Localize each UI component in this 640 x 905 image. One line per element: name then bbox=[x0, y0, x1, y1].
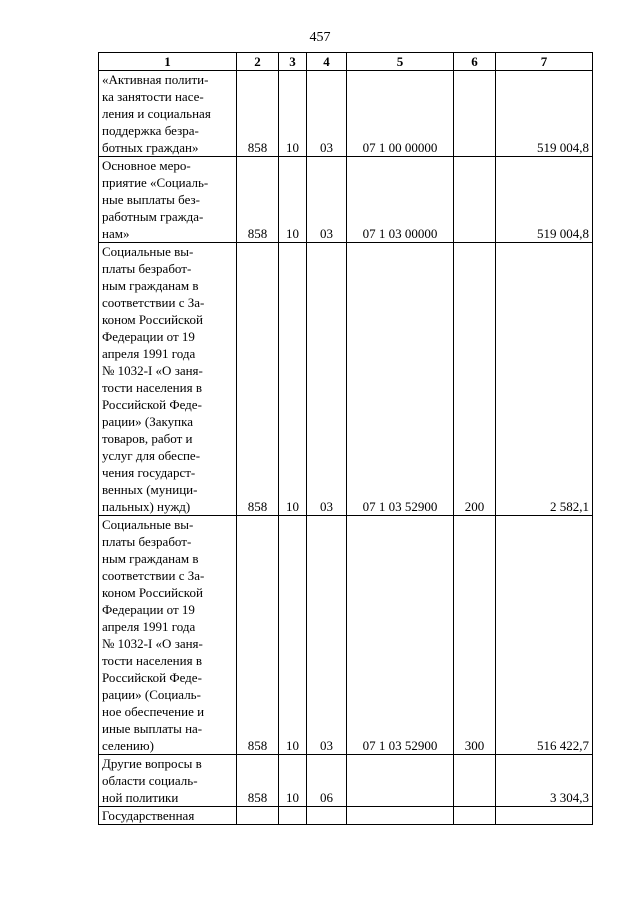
table-row bbox=[99, 243, 593, 516]
row-name-line: нам» bbox=[102, 226, 130, 241]
row-name-line: апреля 1991 года bbox=[102, 346, 196, 361]
chapter-code-cell: 10 bbox=[279, 243, 307, 516]
table-row bbox=[99, 71, 593, 157]
row-name-line: ления и социальная bbox=[102, 106, 211, 121]
page-number: 457 bbox=[309, 30, 331, 45]
target-article-cell: 07 1 00 00000 bbox=[347, 71, 454, 157]
chapter-code-cell: 10 bbox=[279, 755, 307, 807]
expense-type-cell: 300 bbox=[454, 516, 496, 755]
row-name-line: селению) bbox=[102, 738, 154, 753]
row-name-line: платы безработ- bbox=[102, 261, 192, 276]
section-code-cell: 858 bbox=[237, 243, 279, 516]
row-name-cell bbox=[99, 807, 237, 825]
row-name-line: области социаль- bbox=[102, 773, 198, 788]
row-name-line: № 1032-I «О заня- bbox=[102, 363, 203, 378]
row-name-line: Федерации от 19 bbox=[102, 329, 195, 344]
table-row bbox=[99, 516, 593, 755]
row-name-line: пальных) нужд) bbox=[102, 499, 191, 514]
chapter-code-cell bbox=[279, 807, 307, 825]
row-name-line: Российской Феде- bbox=[102, 670, 202, 685]
section-code-cell: 858 bbox=[237, 516, 279, 755]
row-name-line: венных (муници- bbox=[102, 482, 198, 497]
amount-cell: 3 304,3 bbox=[496, 755, 593, 807]
row-name-line: иные выплаты на- bbox=[102, 721, 203, 736]
row-name-line: ной политики bbox=[102, 790, 179, 805]
section-code-cell bbox=[237, 807, 279, 825]
row-name-line: ка занятости насе- bbox=[102, 89, 204, 104]
row-name-line: ботных граждан» bbox=[102, 140, 199, 155]
target-article-cell: 07 1 03 52900 bbox=[347, 243, 454, 516]
row-name-line: апреля 1991 года bbox=[102, 619, 196, 634]
column-header-6: 6 bbox=[454, 53, 496, 71]
section-code-cell: 858 bbox=[237, 755, 279, 807]
expense-type-cell bbox=[454, 71, 496, 157]
row-name-line: Социальные вы- bbox=[102, 517, 194, 532]
row-name-line: поддержка безра- bbox=[102, 123, 199, 138]
row-name-line: чения государст- bbox=[102, 465, 196, 480]
table-row bbox=[99, 755, 593, 807]
row-name-line: Государственная bbox=[102, 808, 195, 823]
row-name-cell bbox=[99, 755, 237, 807]
target-article-cell: 07 1 03 00000 bbox=[347, 157, 454, 243]
row-name-line: ным гражданам в bbox=[102, 551, 199, 566]
target-article-cell: 07 1 03 52900 bbox=[347, 516, 454, 755]
chapter-code-cell: 10 bbox=[279, 516, 307, 755]
subsection-code-cell: 03 bbox=[307, 243, 347, 516]
table-body bbox=[99, 71, 593, 825]
subsection-code-cell: 06 bbox=[307, 755, 347, 807]
row-name-line: работным гражда- bbox=[102, 209, 204, 224]
header-row bbox=[99, 53, 593, 71]
row-name-cell bbox=[99, 516, 237, 755]
subsection-code-cell bbox=[307, 807, 347, 825]
row-name-line: соответствии с За- bbox=[102, 295, 205, 310]
row-name-line: коном Российской bbox=[102, 312, 203, 327]
row-name-line: Другие вопросы в bbox=[102, 756, 202, 771]
amount-cell: 2 582,1 bbox=[496, 243, 593, 516]
row-name-cell bbox=[99, 71, 237, 157]
column-header-1: 1 bbox=[99, 53, 237, 71]
subsection-code-cell: 03 bbox=[307, 71, 347, 157]
expense-type-cell bbox=[454, 157, 496, 243]
row-name-line: соответствии с За- bbox=[102, 568, 205, 583]
amount-cell bbox=[496, 807, 593, 825]
row-name-line: ным гражданам в bbox=[102, 278, 199, 293]
row-name-line: ное обеспечение и bbox=[102, 704, 205, 719]
row-name-line: ные выплаты без- bbox=[102, 192, 200, 207]
row-name-line: Основное меро- bbox=[102, 158, 191, 173]
table-row bbox=[99, 807, 593, 825]
row-name-line: Федерации от 19 bbox=[102, 602, 195, 617]
row-name-cell bbox=[99, 157, 237, 243]
row-name-line: услуг для обеспе- bbox=[102, 448, 201, 463]
section-code-cell: 858 bbox=[237, 71, 279, 157]
chapter-code-cell: 10 bbox=[279, 157, 307, 243]
section-code-cell: 858 bbox=[237, 157, 279, 243]
target-article-cell bbox=[347, 807, 454, 825]
target-article-cell bbox=[347, 755, 454, 807]
row-name-line: товаров, работ и bbox=[102, 431, 193, 446]
row-name-line: Российской Феде- bbox=[102, 397, 202, 412]
row-name-cell bbox=[99, 243, 237, 516]
row-name-line: платы безработ- bbox=[102, 534, 192, 549]
row-name-line: тости населения в bbox=[102, 653, 202, 668]
budget-table bbox=[98, 52, 593, 825]
row-name-line: приятие «Социаль- bbox=[102, 175, 209, 190]
column-header-3: 3 bbox=[279, 53, 307, 71]
row-name-line: № 1032-I «О заня- bbox=[102, 636, 203, 651]
chapter-code-cell: 10 bbox=[279, 71, 307, 157]
subsection-code-cell: 03 bbox=[307, 157, 347, 243]
expense-type-cell bbox=[454, 755, 496, 807]
expense-type-cell: 200 bbox=[454, 243, 496, 516]
row-name-line: коном Российской bbox=[102, 585, 203, 600]
column-header-5: 5 bbox=[347, 53, 454, 71]
column-header-2: 2 bbox=[237, 53, 279, 71]
amount-cell: 516 422,7 bbox=[496, 516, 593, 755]
row-name-line: тости населения в bbox=[102, 380, 202, 395]
row-name-line: рации» (Социаль- bbox=[102, 687, 201, 702]
table-row bbox=[99, 157, 593, 243]
row-name-line: рации» (Закупка bbox=[102, 414, 193, 429]
subsection-code-cell: 03 bbox=[307, 516, 347, 755]
row-name-line: Социальные вы- bbox=[102, 244, 194, 259]
column-header-4: 4 bbox=[307, 53, 347, 71]
column-header-7: 7 bbox=[496, 53, 593, 71]
amount-cell: 519 004,8 bbox=[496, 71, 593, 157]
row-name-line: «Активная полити- bbox=[102, 72, 209, 87]
expense-type-cell bbox=[454, 807, 496, 825]
amount-cell: 519 004,8 bbox=[496, 157, 593, 243]
